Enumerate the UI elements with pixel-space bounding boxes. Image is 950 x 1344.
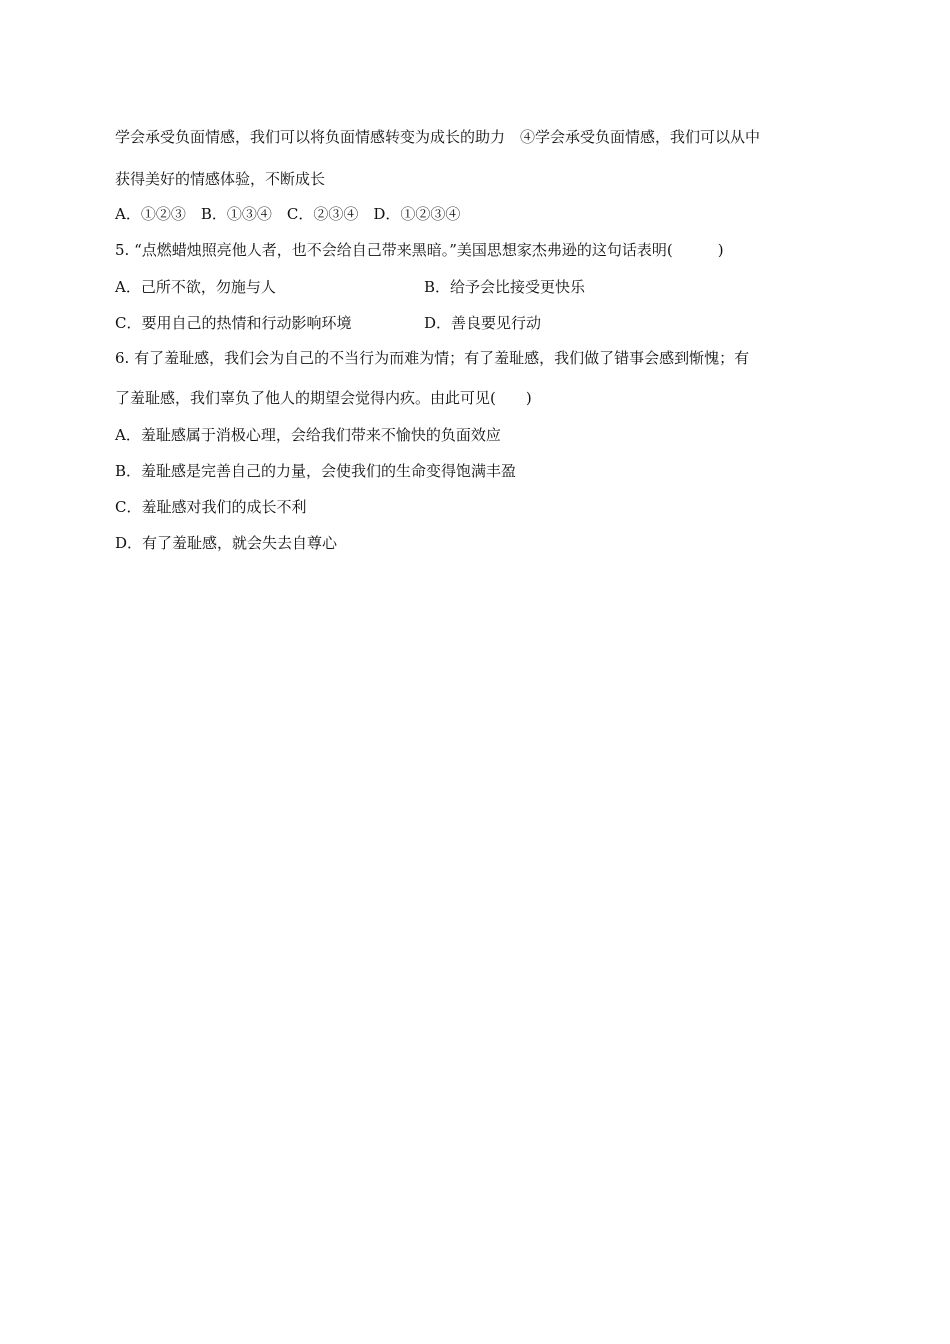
question-5-option-c: C．要用自己的热情和行动影响环境 xyxy=(115,314,352,332)
question-6-option-d: D．有了羞耻感，就会失去自尊心 xyxy=(115,534,338,552)
question-6-option-a: A．羞耻感属于消极心理，会给我们带来不愉快的负面效应 xyxy=(115,426,501,444)
prev-question-text-line-2: 获得美好的情感体验，不断成长 xyxy=(115,170,326,188)
prev-question-text-line-1: 学会承受负面情感，我们可以将负面情感转变为成长的助力 ④学会承受负面情感，我们可以从中 xyxy=(115,128,761,146)
question-6-option-c: C．羞耻感对我们的成长不利 xyxy=(115,498,307,516)
question-6-stem-line-2: 了羞耻感，我们辜负了他人的期望会觉得内疚。由此可见( ) xyxy=(115,389,532,407)
question-5-option-d: D．善良要见行动 xyxy=(424,314,542,332)
prev-question-options: A．①②③ B．①③④ C．②③④ D．①②③④ xyxy=(115,205,461,223)
question-5-option-b: B．给予会比接受更快乐 xyxy=(424,278,586,296)
question-5-option-a: A．己所不欲，勿施与人 xyxy=(115,278,276,296)
question-5-stem: 5. “点燃蜡烛照亮他人者，也不会给自己带来黑暗。”美国思想家杰弗逊的这句话表明( ) xyxy=(115,241,724,259)
question-6-option-b: B．羞耻感是完善自己的力量，会使我们的生命变得饱满丰盈 xyxy=(115,462,517,480)
question-6-stem-line-1: 6. 有了羞耻感，我们会为自己的不当行为而难为情；有了羞耻感，我们做了错事会感到惭愧；有 xyxy=(115,349,750,367)
